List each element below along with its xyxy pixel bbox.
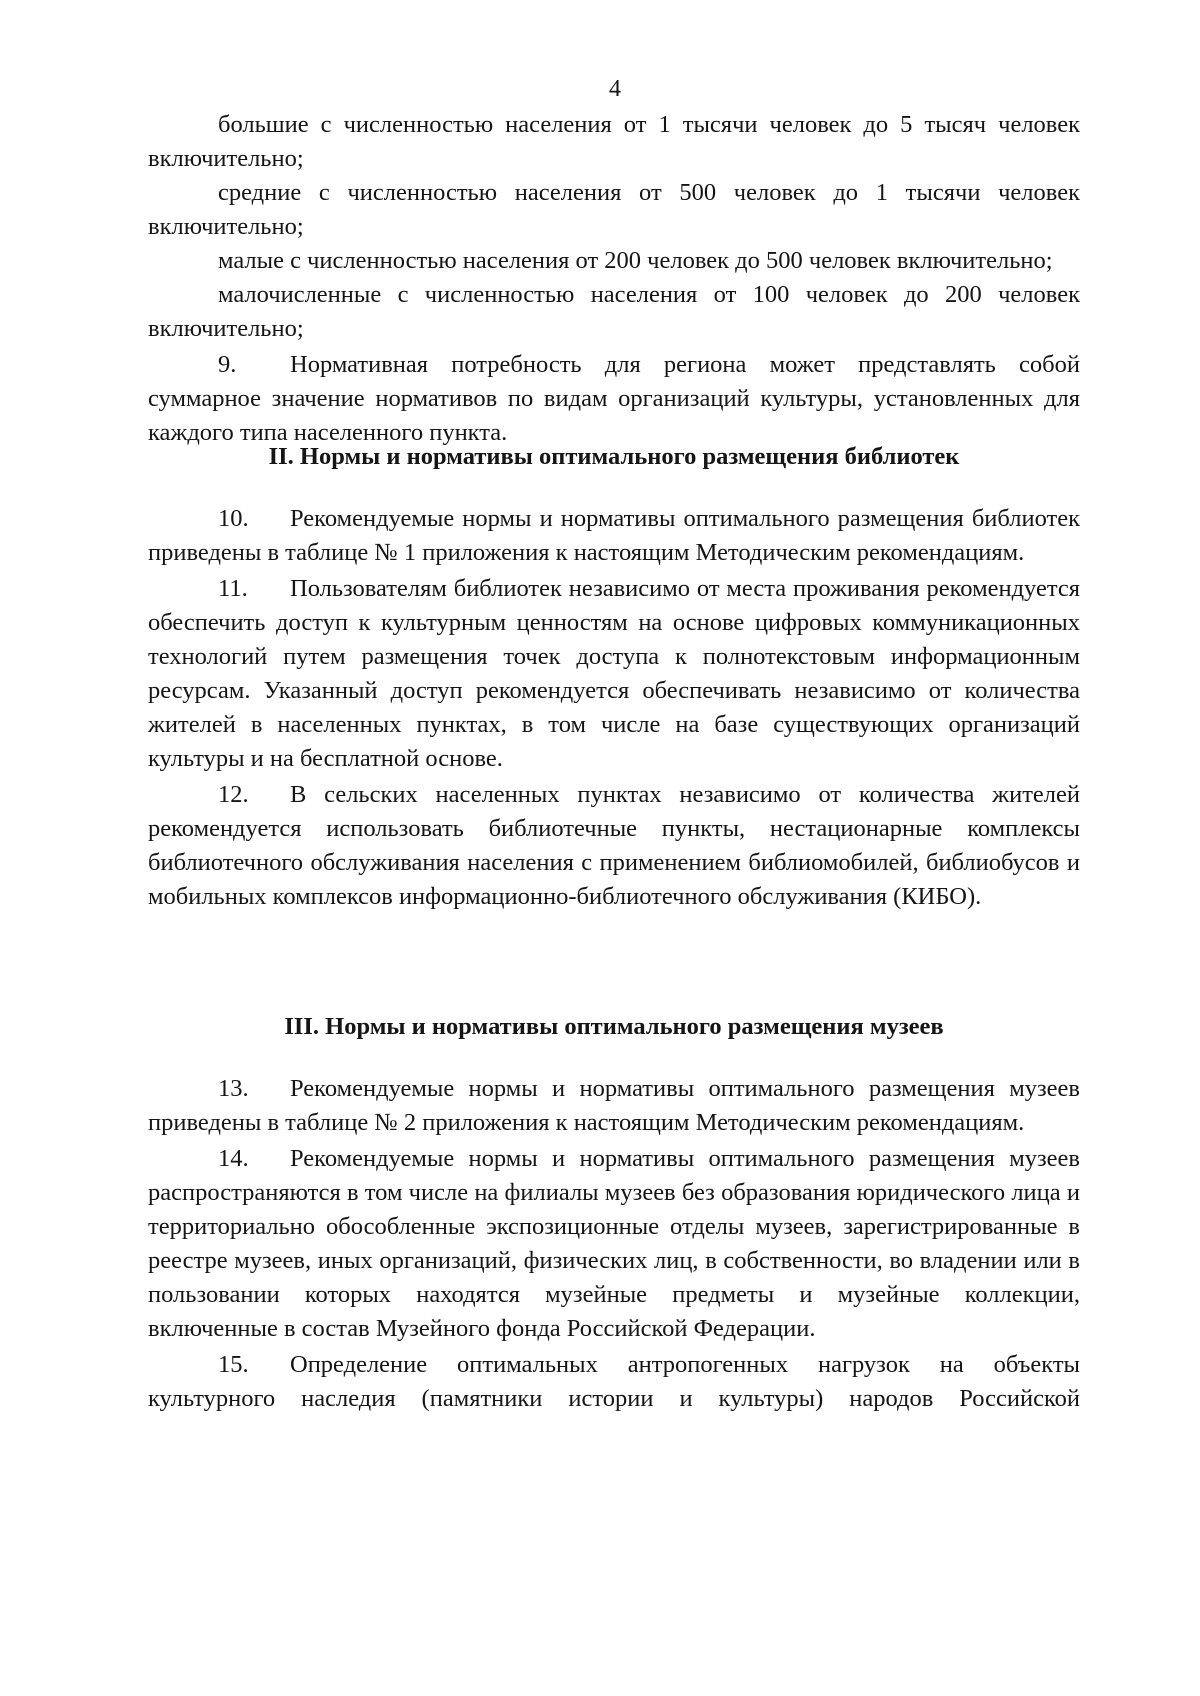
paragraph-number: 9.: [218, 351, 237, 378]
page-number: 4: [609, 76, 621, 102]
section-heading-museums: III. Нормы и нормативы оптимального размещения музеев: [284, 1013, 944, 1040]
paragraph-text: Пользователям библиотек независимо от места проживания рекомендуется обеспечить доступ к культурным ценностям на основе цифровых коммуникационных технологий путем размещения точек доступа к полнотекстовым информационным ресурсам. Указанный доступ рекомендуется обеспечивать независимо от количества жителей в населенных пунктах, в том числе на базе существующих организаций культуры и на бесплатной основе.: [148, 575, 1080, 772]
paragraph-11: [148, 572, 1080, 776]
paragraph-15: [148, 1348, 1080, 1416]
intro-item-tiny: малочисленные с численностью населения от 100 человек до 200 человек включительно;: [148, 281, 1080, 342]
intro-block: [148, 108, 1080, 450]
paragraph-text: Определение оптимальных антропогенных нагрузок на объекты культурного наследия (памятники истории и культуры) народов Российской: [148, 1351, 1080, 1412]
paragraph-number: 12.: [218, 781, 249, 808]
intro-item-medium: средние с численностью населения от 500 человек до 1 тысячи человек включительно;: [148, 179, 1080, 240]
paragraph-12: [148, 778, 1080, 914]
section-heading-libraries: II. Нормы и нормативы оптимального размещения библиотек: [268, 443, 960, 470]
paragraph-text: Рекомендуемые нормы и нормативы оптимального размещения библиотек приведены в таблице № 1 приложения к настоящим Методическим рекомендациям.: [148, 505, 1080, 566]
paragraph-number: 14.: [218, 1145, 249, 1172]
section-libraries-body: [148, 500, 1080, 914]
paragraph-text: Нормативная потребность для региона может представлять собой суммарное значение нормативов по видам организаций культуры, установленных для каждого типа населенного пункта.: [148, 351, 1080, 446]
paragraph-number: 10.: [218, 505, 249, 532]
paragraph-number: 11.: [218, 575, 248, 602]
intro-item-small: малые с численностью населения от 200 человек до 500 человек включительно;: [218, 247, 1053, 274]
section-museums-body: [148, 1070, 1080, 1416]
paragraph-number: 13.: [218, 1075, 249, 1102]
intro-item-large: большие с численностью населения от 1 тысячи человек до 5 тысяч человек включительно;: [148, 111, 1080, 172]
paragraph-text: В сельских населенных пунктах независимо от количества жителей рекомендуется использовать библиотечные пункты, нестационарные комплексы библиотечного обслуживания населения с применением библиомобилей, библиобусов и мобильных комплексов информационно-библиотечного обслуживания (КИБО).: [148, 781, 1080, 910]
paragraph-number: 15.: [218, 1351, 249, 1378]
paragraph-10: [148, 502, 1080, 570]
paragraph-text: Рекомендуемые нормы и нормативы оптимального размещения музеев приведены в таблице № 2 приложения к настоящим Методическим рекомендациям.: [148, 1075, 1080, 1136]
paragraph-13: [148, 1072, 1080, 1140]
paragraph-text: Рекомендуемые нормы и нормативы оптимального размещения музеев распространяются в том числе на филиалы музеев без образования юридического лица и территориально обособленные экспозиционные отделы музеев, зарегистрированные в реестре музеев, иных организаций, физических лиц, в собственности, во владении или в пользовании которых находятся музейные предметы и музейные коллекции, включенные в состав Музейного фонда Российской Федерации.: [148, 1145, 1080, 1342]
paragraph-9: [148, 348, 1080, 450]
paragraph-14: [148, 1142, 1080, 1346]
